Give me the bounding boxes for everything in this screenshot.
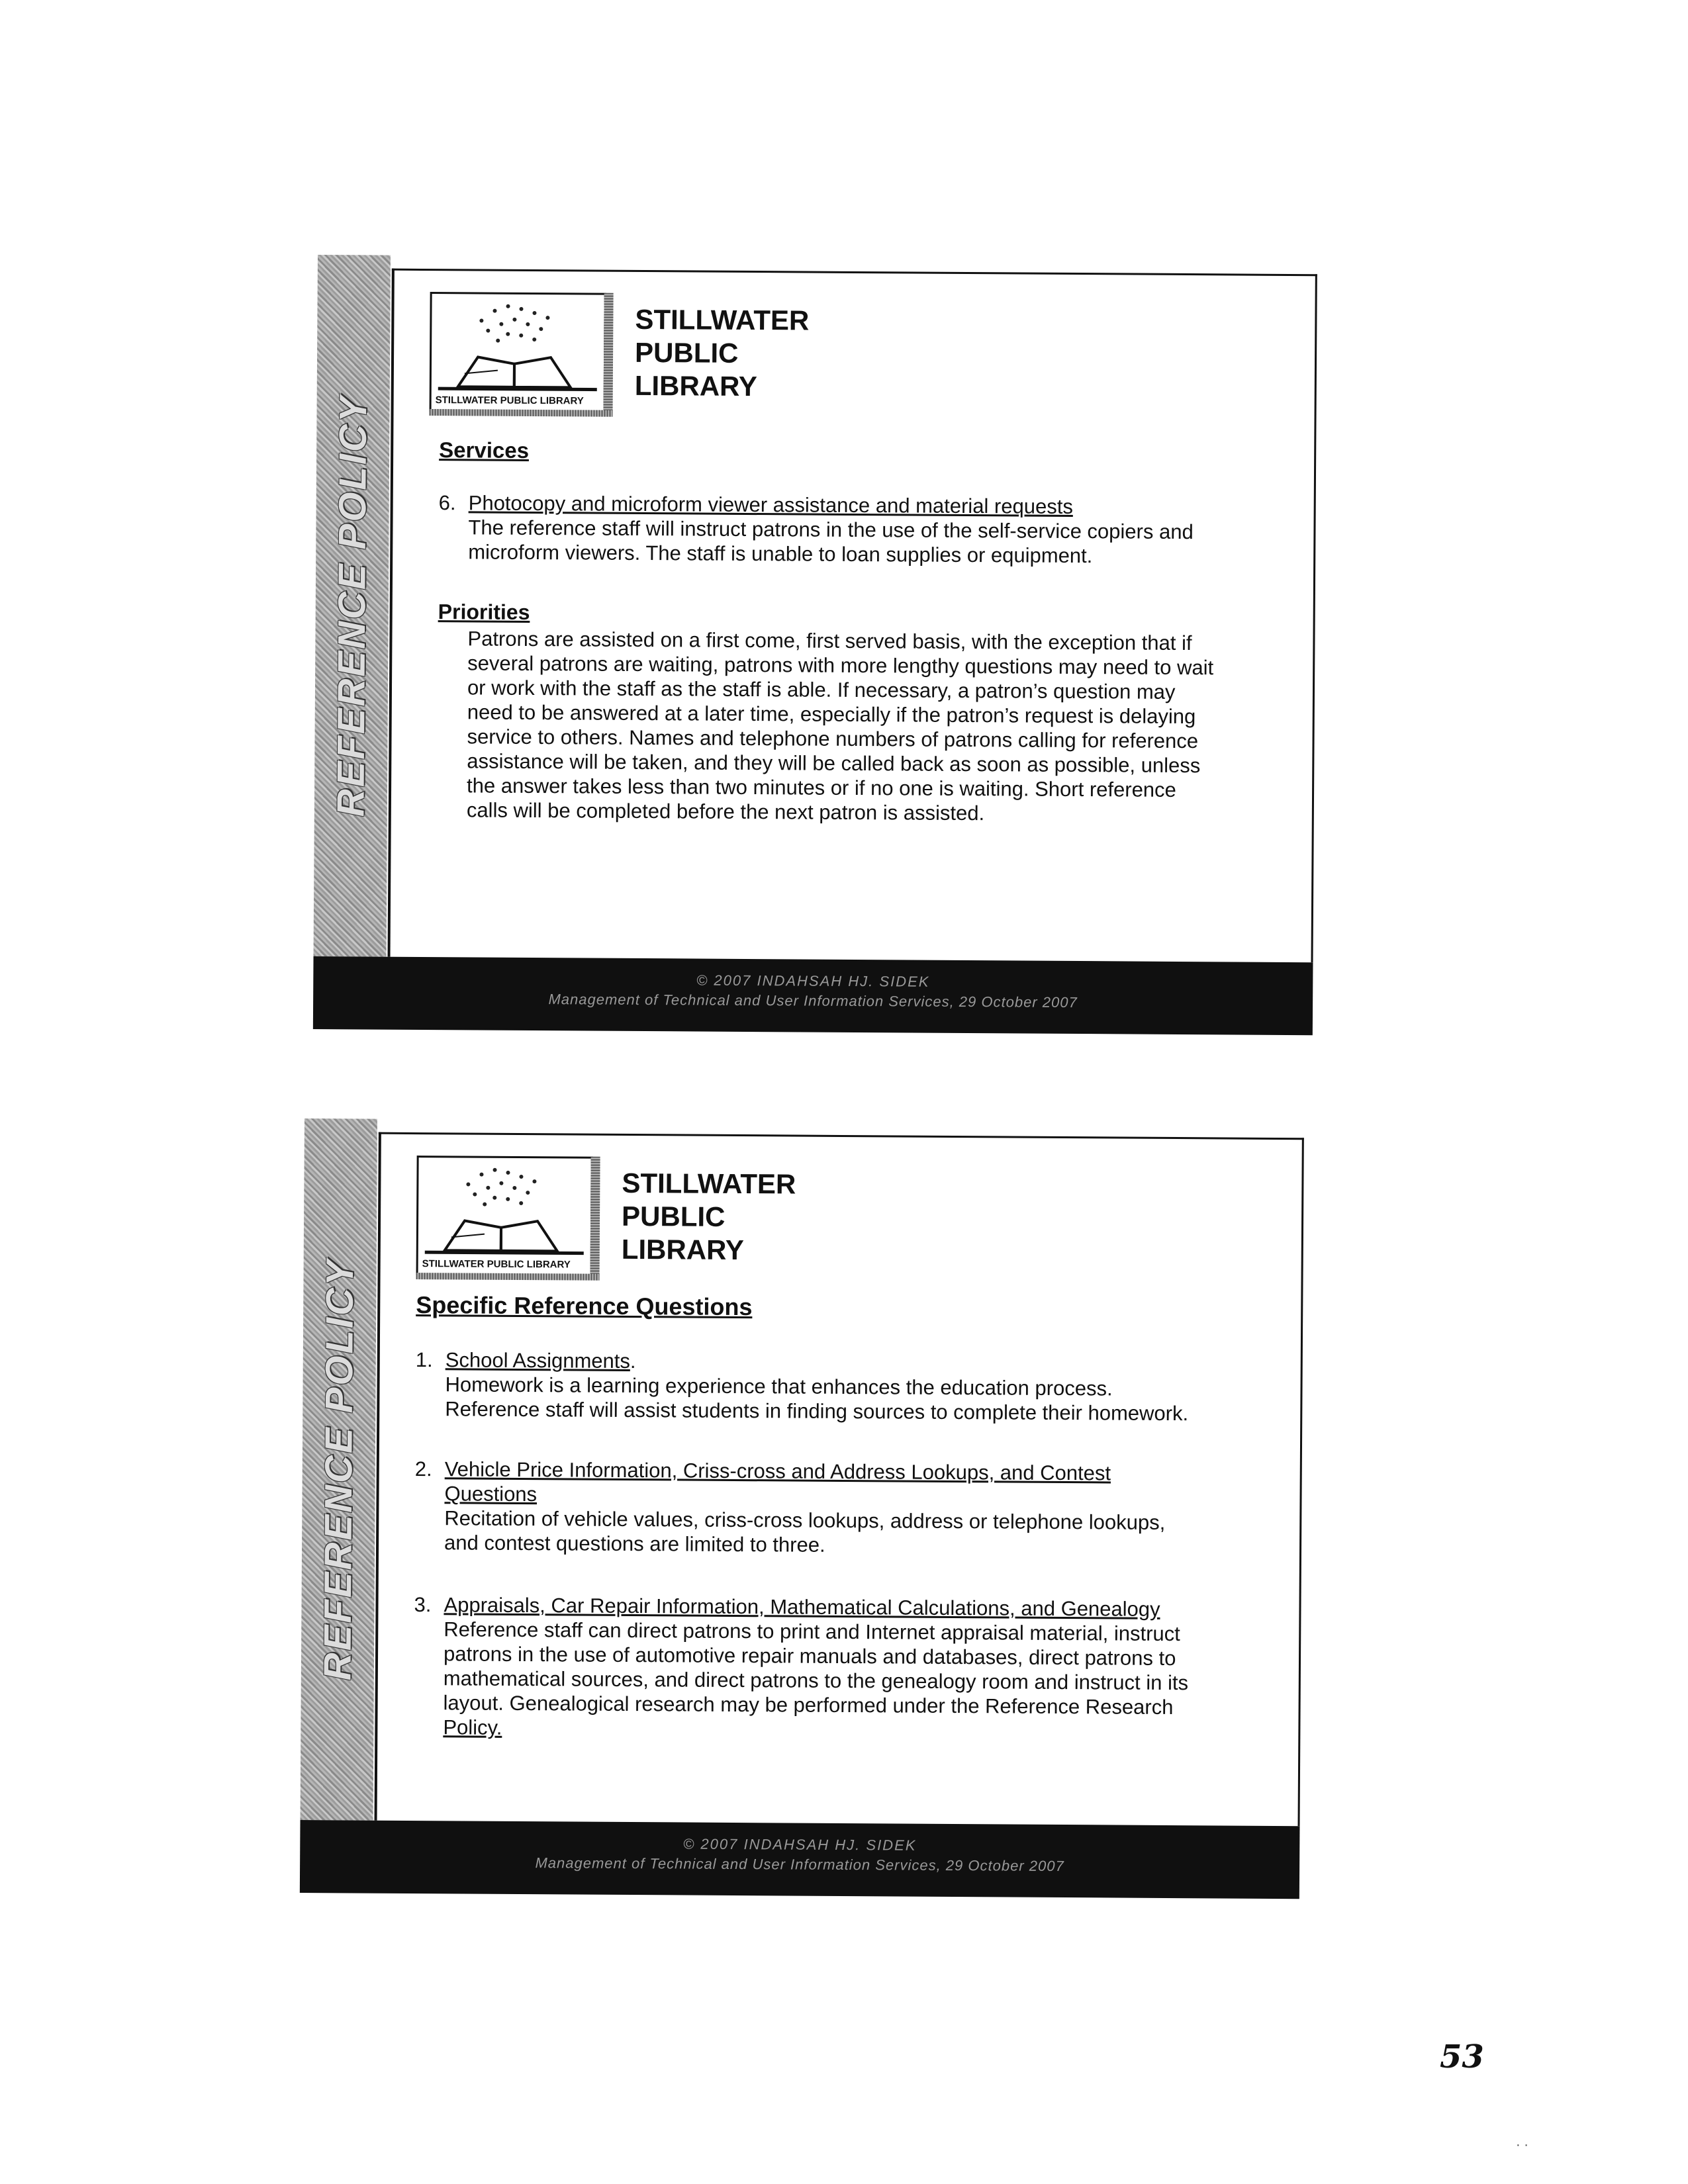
- item-body: Recitation of vehicle values, criss-cross lookups, address or telephone lookups, and contest questions are limited to three.: [444, 1506, 1166, 1557]
- priorities-body: Patrons are assisted on a first come, first served basis, with the exception that if several patrons are waiting, patrons with more lengthy questions may need to wait or work with the staff as the staff is able. If necessary, a patron’s question may need to be answered at a later time, especially if the patron’s request is delaying service to others. Names and telephone numbers of patrons calling for reference assistance will be taken, and they will be called back as soon as possible, unless the answer takes less than two minutes or if no one is waiting. Short reference calls will be completed before the next patron is assisted.: [466, 627, 1214, 825]
- slide-1: [313, 255, 1317, 1035]
- item-body: Homework is a learning experience that enhances the education process. Reference staff will assist students in finding sources to complete their homework.: [445, 1373, 1189, 1426]
- sidebar: [301, 1118, 377, 1821]
- logo-shadow-bottom: [430, 409, 613, 417]
- library-logo: [416, 1156, 593, 1277]
- sidebar-label: REFERENCE POLICY: [329, 394, 375, 817]
- item-number: 1.: [415, 1348, 433, 1372]
- item-body: The reference staff will instruct patrons in the use of the self-service copiers and microform viewers. The staff is unable to loan supplies or equipment.: [468, 516, 1194, 568]
- question-item-3: [413, 1592, 1189, 1744]
- footer-course: Management of Technical and User Information Services, 29 October 2007: [548, 991, 1078, 1011]
- footer-copyright: © 2007 INDAHSAH HJ. SIDEK: [683, 1835, 917, 1854]
- item-number: 6.: [438, 491, 456, 515]
- slide-footer: [300, 1820, 1300, 1899]
- item-body: Reference staff can direct patrons to print and Internet appraisal material, instruct patrons in the use of automotive repair manuals and databases, direct patrons to mathematical sources, and direct patrons to the genealogy room and instruct in its layout. Genealogical research may be performed under the Reference Research Policy.: [413, 1617, 1188, 1744]
- item-title: Vehicle Price Information, Criss-cross and Address Lookups, and Contest: [444, 1457, 1111, 1485]
- section-heading: Specific Reference Questions: [416, 1291, 753, 1321]
- slide-2: [300, 1118, 1304, 1899]
- item-title: Photocopy and microform viewer assistance and material requests: [468, 491, 1074, 518]
- library-name: STILLWATER PUBLIC LIBRARY: [634, 303, 810, 402]
- book-stars-icon: [432, 294, 604, 394]
- footer-copyright: © 2007 INDAHSAH HJ. SIDEK: [696, 972, 930, 990]
- logo-caption: STILLWATER PUBLIC LIBRARY: [422, 1258, 571, 1271]
- section-heading: Services: [439, 437, 530, 463]
- sidebar: [314, 255, 391, 957]
- item-number: 2.: [414, 1457, 432, 1481]
- page-number: 53: [1440, 2038, 1484, 2075]
- service-item-6: [438, 490, 1194, 569]
- logo-shadow: [590, 1157, 600, 1275]
- footer-course: Management of Technical and User Information Services, 29 October 2007: [535, 1854, 1064, 1875]
- library-name: STILLWATER PUBLIC LIBRARY: [621, 1167, 796, 1266]
- slide-footer: [313, 956, 1313, 1035]
- book-stars-icon: [418, 1158, 591, 1258]
- item-number: 3.: [414, 1593, 432, 1617]
- logo-shadow-bottom: [416, 1273, 600, 1281]
- library-logo: [430, 292, 606, 413]
- priorities-heading: Priorities: [438, 600, 530, 624]
- item-title: Appraisals, Car Repair Information, Mathematical Calculations, and Genealogy: [444, 1593, 1160, 1621]
- question-item-2: 2. Vehicle Price Information, Criss-cross and Address Lookups, and Contest Questions Recitation of vehicle values, criss-cross lookups, address or telephone lookups, and contest questions are limited to three.: [414, 1457, 1166, 1559]
- logo-shadow: [604, 293, 614, 411]
- logo-caption: STILLWATER PUBLIC LIBRARY: [435, 394, 584, 407]
- item-title: School Assignments: [445, 1348, 631, 1373]
- policy-link: Policy.: [443, 1715, 502, 1739]
- scan-marks: · ·: [1516, 2138, 1528, 2152]
- sidebar-label: REFERENCE POLICY: [316, 1258, 362, 1681]
- question-item-1: 1. School Assignments. Homework is a learning experience that enhances the education process. Reference staff will assist students in finding sources to complete their homework.: [415, 1348, 1189, 1426]
